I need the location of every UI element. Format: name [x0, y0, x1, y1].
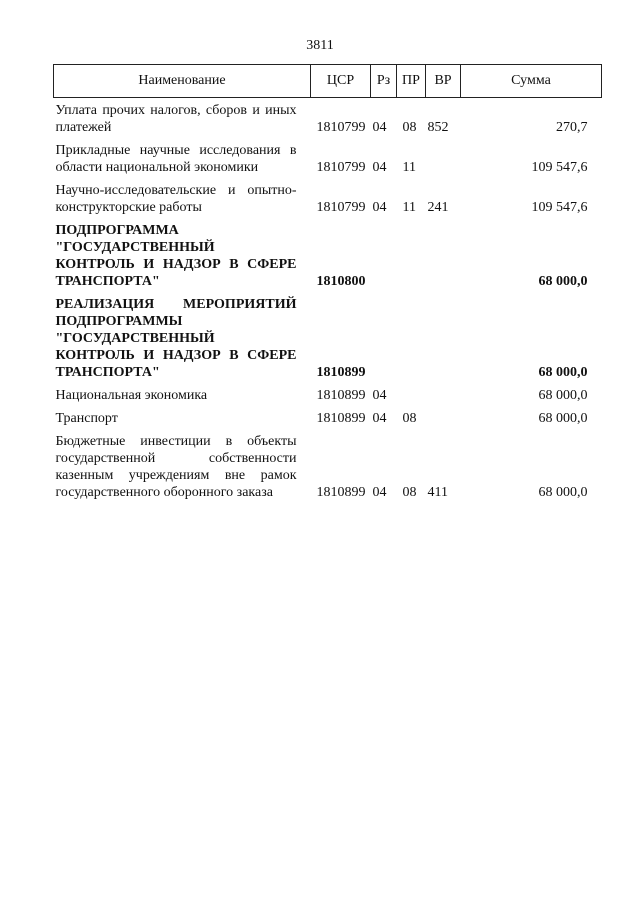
row-vr: [426, 406, 461, 429]
row-rz: [371, 218, 397, 292]
row-sum: 109 547,6: [531, 160, 588, 175]
header-name: Наименование: [54, 65, 311, 98]
row-name: Транспорт: [55, 411, 118, 426]
row-rz: 04: [372, 200, 387, 215]
row-sum: 68 000,0: [538, 388, 588, 403]
row-vr: [426, 292, 461, 383]
table-row: [54, 383, 602, 406]
row-rz: 04: [372, 485, 387, 500]
header-vr: ВР: [426, 65, 461, 98]
row-pr: [397, 383, 426, 406]
row-csr: 1810899: [316, 388, 366, 403]
row-sum: 270,7: [556, 120, 588, 135]
table-header: [54, 65, 602, 98]
row-rz: 04: [372, 160, 387, 175]
row-vr: 411: [427, 485, 448, 500]
row-rz: [371, 292, 397, 383]
header-csr: ЦСР: [311, 65, 371, 98]
row-csr: 1810799: [316, 120, 366, 135]
row-name: Прикладные научные исследования в области национальной экономики: [55, 143, 297, 175]
header-rz: Рз: [371, 65, 397, 98]
row-rz: 04: [372, 411, 387, 426]
row-pr: [397, 292, 426, 383]
row-name: ПОДПРОГРАММА "ГОСУДАРСТВЕННЫЙ КОНТРОЛЬ И НАДЗОР В СФЕРЕ ТРАНСПОРТА": [55, 223, 297, 289]
row-pr: [397, 218, 426, 292]
row-vr: 852: [427, 120, 449, 135]
header-pr: ПР: [397, 65, 426, 98]
row-csr: 1810799: [316, 200, 366, 215]
header-sum: Сумма: [461, 65, 602, 98]
row-sum: 68 000,0: [538, 485, 588, 500]
page-number: 3811: [306, 38, 334, 53]
row-vr: [426, 383, 461, 406]
row-csr: 1810899: [316, 411, 366, 426]
row-rz: 04: [372, 120, 387, 135]
row-csr: 1810899: [316, 365, 366, 380]
row-csr: 1810899: [316, 485, 366, 500]
table-row: [54, 406, 602, 429]
row-sum: 68 000,0: [538, 274, 588, 289]
row-pr: 08: [402, 485, 417, 500]
row-pr: 08: [402, 411, 417, 426]
row-name: Бюджетные инвестиции в объекты государственной собственности казенным учреждениям вне рамок государственного оборонного заказа: [55, 434, 297, 500]
table-row: [54, 292, 602, 383]
row-csr: 1810799: [316, 160, 366, 175]
row-pr: 11: [402, 160, 416, 175]
row-name: Национальная экономика: [55, 388, 208, 403]
row-rz: 04: [372, 388, 387, 403]
table-row: [54, 178, 602, 218]
row-name: Уплата прочих налогов, сборов и иных платежей: [55, 103, 297, 135]
table-row: [54, 429, 602, 503]
row-sum: 68 000,0: [538, 411, 588, 426]
row-vr: 241: [427, 200, 449, 215]
row-pr: 11: [402, 200, 416, 215]
row-name: Научно-исследовательские и опытно-конструкторские работы: [55, 183, 297, 215]
row-csr: 1810800: [316, 274, 366, 289]
row-name: РЕАЛИЗАЦИЯ МЕРОПРИЯТИЙ ПОДПРОГРАММЫ "ГОСУДАРСТВЕННЫЙ КОНТРОЛЬ И НАДЗОР В СФЕРЕ ТРАНСПОРТА": [55, 297, 297, 380]
row-vr: [426, 138, 461, 178]
row-sum: 68 000,0: [538, 365, 588, 380]
table-row: [54, 218, 602, 292]
table-row: [54, 98, 602, 139]
table-row: [54, 138, 602, 178]
row-pr: 08: [402, 120, 417, 135]
row-vr: [426, 218, 461, 292]
row-sum: 109 547,6: [531, 200, 588, 215]
budget-table: [53, 64, 602, 503]
